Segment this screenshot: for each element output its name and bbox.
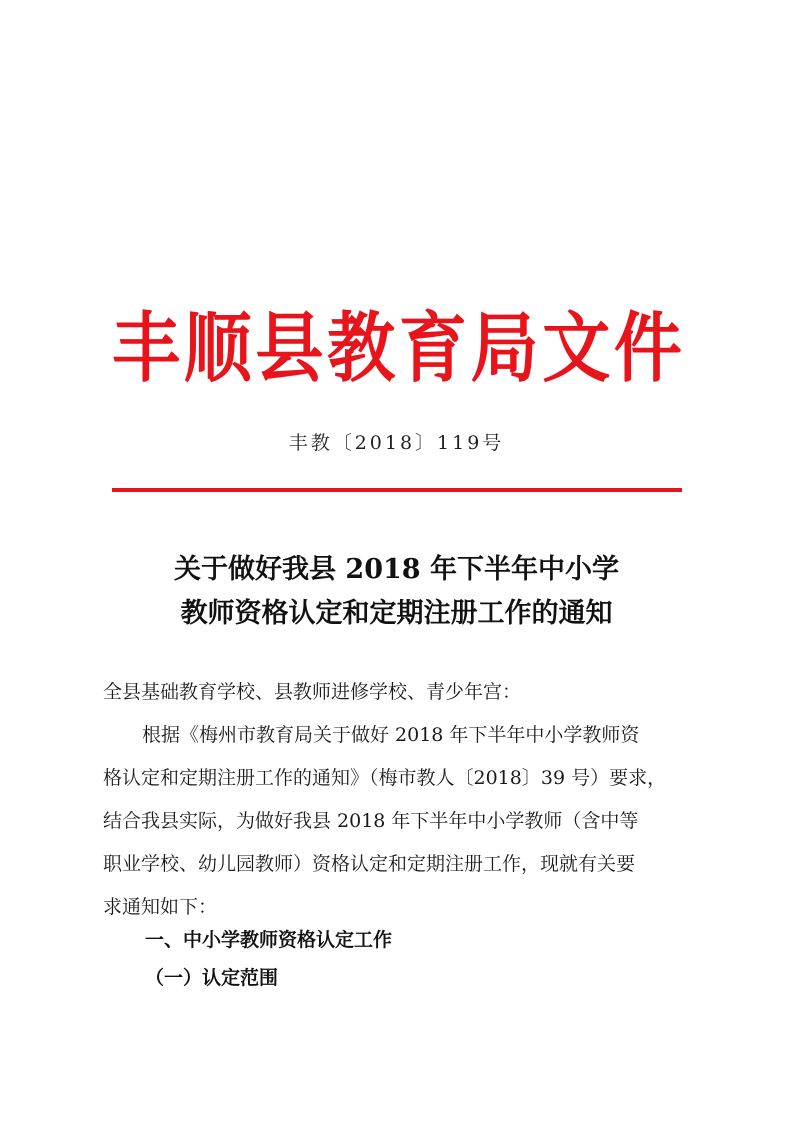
masthead-char: 顺 <box>183 305 252 394</box>
recipients-line: 全县基础教育学校、县教师进修学校、青少年宫： <box>103 681 522 703</box>
masthead-char: 县 <box>255 305 324 394</box>
document-body <box>103 671 693 929</box>
title-line: 关于做好我县 2018 年下半年中小学 <box>174 554 619 585</box>
red-divider-line <box>112 488 682 492</box>
title-line: 教师资格认定和定期注册工作的通知 <box>180 598 613 629</box>
section-heading: 一、中小学教师资格认定工作 <box>145 929 393 951</box>
masthead-char: 件 <box>613 305 682 394</box>
subsection-heading: （一）认定范围 <box>145 967 279 989</box>
paragraph-line: 求通知如下： <box>103 896 218 918</box>
masthead-char: 文 <box>542 305 611 394</box>
masthead-char: 丰 <box>112 305 181 394</box>
masthead-char: 教 <box>327 305 396 394</box>
document-title <box>0 548 793 636</box>
masthead-char: 局 <box>470 305 539 394</box>
paragraph-line: 职业学校、幼儿园教师）资格认定和定期注册工作，现就有关要 <box>103 853 636 875</box>
paragraph-line: 根据《梅州市教育局关于做好 2018 年下半年中小学教师资 <box>142 724 640 746</box>
paragraph-line: 结合我县实际，为做好我县 2018 年下半年中小学教师（含中等 <box>103 810 639 832</box>
masthead-char: 育 <box>398 305 467 394</box>
masthead-title <box>112 294 682 406</box>
document-number: 丰教〔2018〕119号 <box>288 432 505 454</box>
paragraph-line: 格认定和定期注册工作的通知》（梅市教人〔2018〕39 号）要求， <box>103 767 667 789</box>
